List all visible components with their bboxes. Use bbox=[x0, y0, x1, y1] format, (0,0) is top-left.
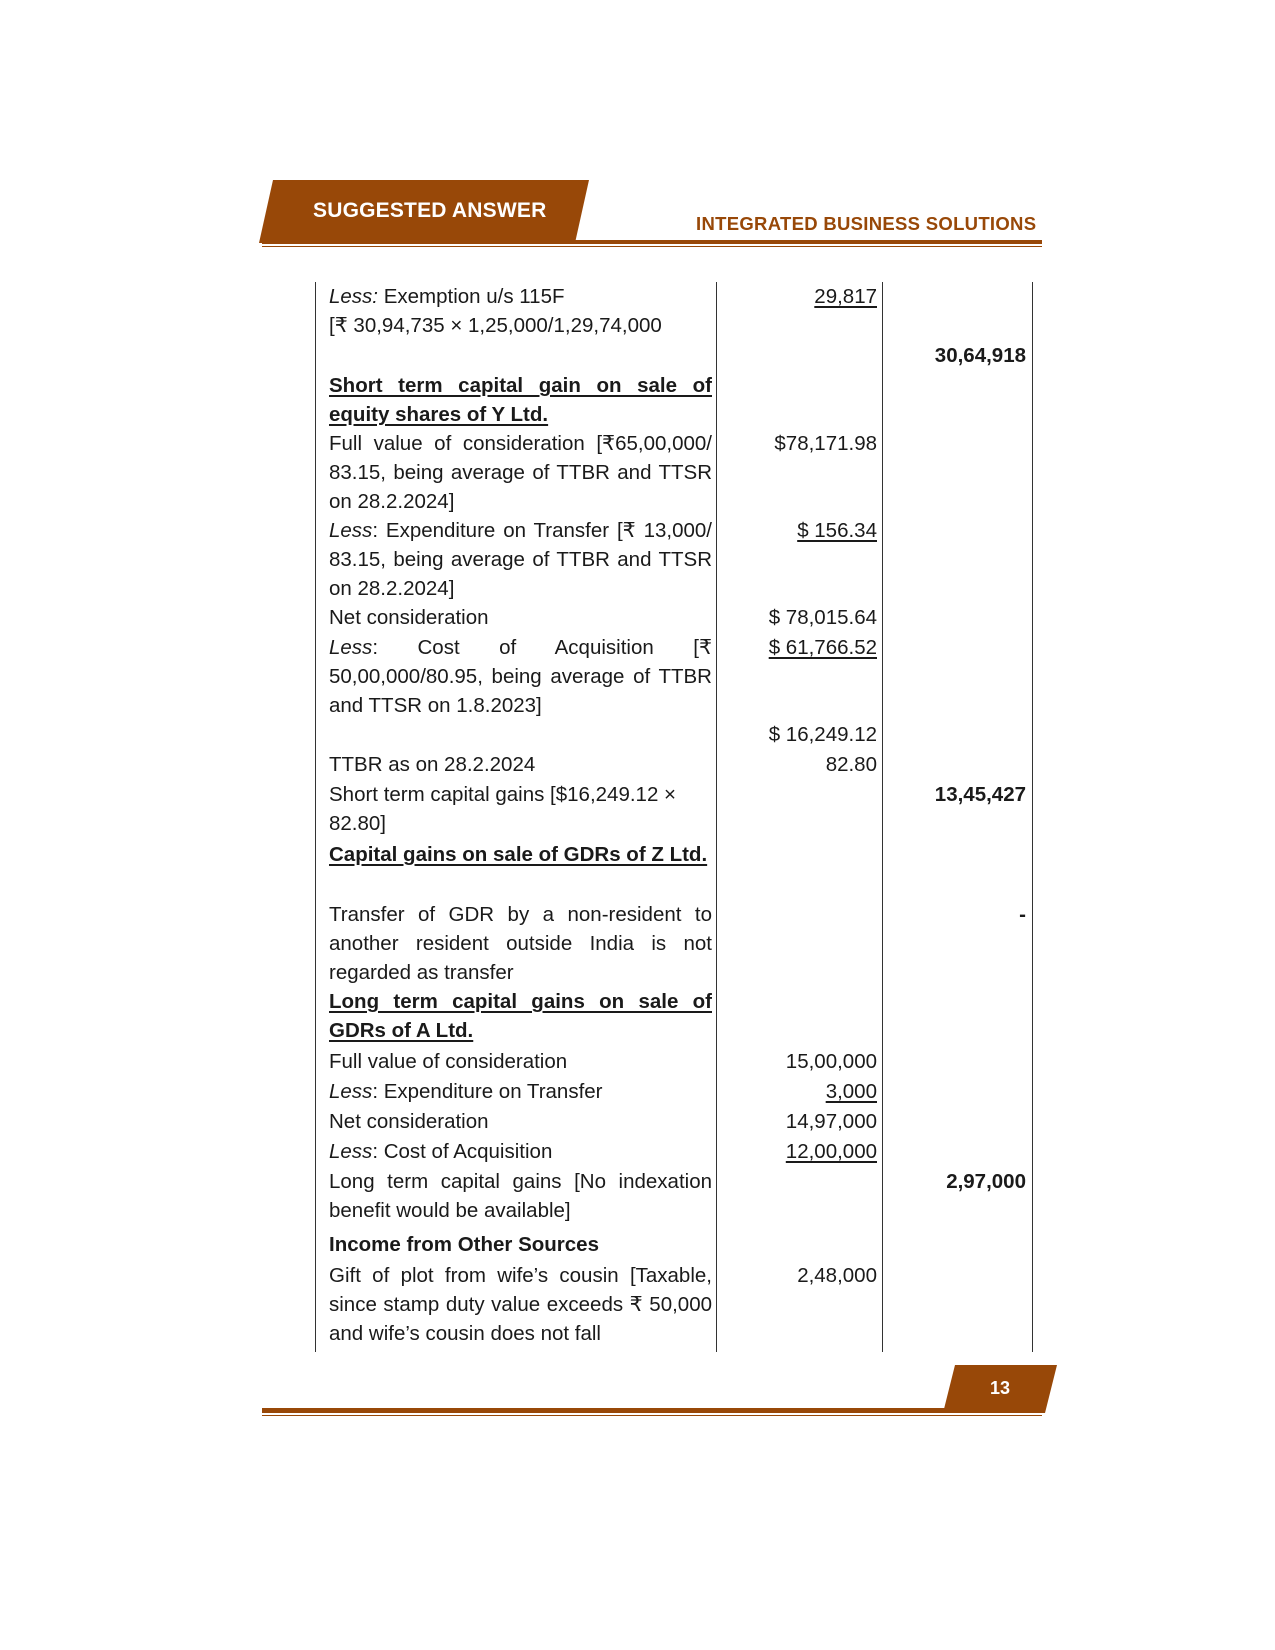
section-heading: Capital gains on sale of GDRs of Z Ltd. bbox=[329, 843, 708, 866]
desc-text: : Cost of Acquisition [₹ 50,00,000/80.95, being average of TTBR and TTSR on 1.8.2023] bbox=[329, 636, 712, 717]
amount-cell: 29,817 bbox=[814, 285, 877, 308]
amount-cell: $ 156.34 bbox=[797, 519, 877, 542]
amount-cell: 15,00,000 bbox=[785, 1050, 877, 1073]
amount-cell: 14,97,000 bbox=[785, 1110, 877, 1133]
total-cell: 2,97,000 bbox=[946, 1170, 1026, 1193]
desc-text: Long term capital gains [No indexation benefit would be available] bbox=[329, 1170, 712, 1222]
desc-text: : Cost of Acquisition bbox=[372, 1140, 553, 1163]
table-left-border bbox=[315, 282, 316, 1352]
desc-text: : Expenditure on Transfer [₹ 13,000/ 83.15, being average of TTBR and TTSR on 28.2.2024] bbox=[329, 519, 712, 600]
page-number: 13 bbox=[989, 1378, 1011, 1398]
desc-italic: Less bbox=[329, 636, 373, 659]
desc-text: TTBR as on 28.2.2024 bbox=[329, 753, 536, 776]
desc-text: Net consideration bbox=[329, 606, 489, 629]
desc-text: Exemption u/s 115F bbox=[378, 285, 565, 308]
total-cell: 30,64,918 bbox=[934, 344, 1026, 367]
desc-text: Transfer of GDR by a non-resident to another resident outside India is not regarded as transfer bbox=[329, 903, 712, 984]
amount-cell: 12,00,000 bbox=[785, 1140, 877, 1163]
amount-cell: 82.80 bbox=[825, 753, 877, 776]
footer-rule-thin bbox=[262, 1415, 1042, 1416]
desc-text: Short term capital gains [$16,249.12 × 82.80] bbox=[329, 783, 677, 835]
total-cell: 13,45,427 bbox=[934, 783, 1026, 806]
desc-text: Full value of consideration [₹65,00,000/ 83.15, being average of TTBR and TTSR on 28.2.2024] bbox=[329, 432, 712, 513]
section-subheading: Income from Other Sources bbox=[329, 1233, 599, 1256]
amount-cell: $ 16,249.12 bbox=[768, 723, 877, 746]
desc-italic: Less bbox=[329, 1140, 373, 1163]
header-rule bbox=[262, 240, 1042, 244]
section-heading: Long term capital gains on sale of GDRs of A Ltd. bbox=[329, 990, 712, 1042]
header-left-title: SUGGESTED ANSWER bbox=[313, 199, 547, 222]
desc-italic: Less bbox=[329, 1080, 373, 1103]
table-right-border bbox=[1032, 282, 1033, 1352]
amount-cell: $ 61,766.52 bbox=[768, 636, 877, 659]
amount-cell: 2,48,000 bbox=[797, 1264, 877, 1287]
amount-cell: 3,000 bbox=[825, 1080, 877, 1103]
desc-italic: Less bbox=[329, 519, 373, 542]
total-cell: - bbox=[1019, 903, 1026, 926]
header-rule-thin bbox=[262, 246, 1042, 247]
desc-italic: Less: bbox=[329, 285, 378, 308]
amount-cell: $78,171.98 bbox=[774, 432, 877, 455]
desc-text: Gift of plot from wife’s cousin [Taxable, since stamp duty value exceeds ₹ 50,000 and wife’s cousin does not fall bbox=[329, 1264, 712, 1345]
amount-cell: $ 78,015.64 bbox=[768, 606, 877, 629]
section-heading: Short term capital gain on sale of equity shares of Y Ltd. bbox=[329, 374, 712, 426]
desc-text: : Expenditure on Transfer bbox=[372, 1080, 603, 1103]
desc-text: Net consideration bbox=[329, 1110, 489, 1133]
footer-rule bbox=[262, 1408, 1042, 1413]
desc-text: Full value of consideration bbox=[329, 1050, 568, 1073]
header-right-title: INTEGRATED BUSINESS SOLUTIONS bbox=[696, 213, 1037, 234]
desc-text: [₹ 30,94,735 × 1,25,000/1,29,74,000 bbox=[329, 314, 662, 337]
